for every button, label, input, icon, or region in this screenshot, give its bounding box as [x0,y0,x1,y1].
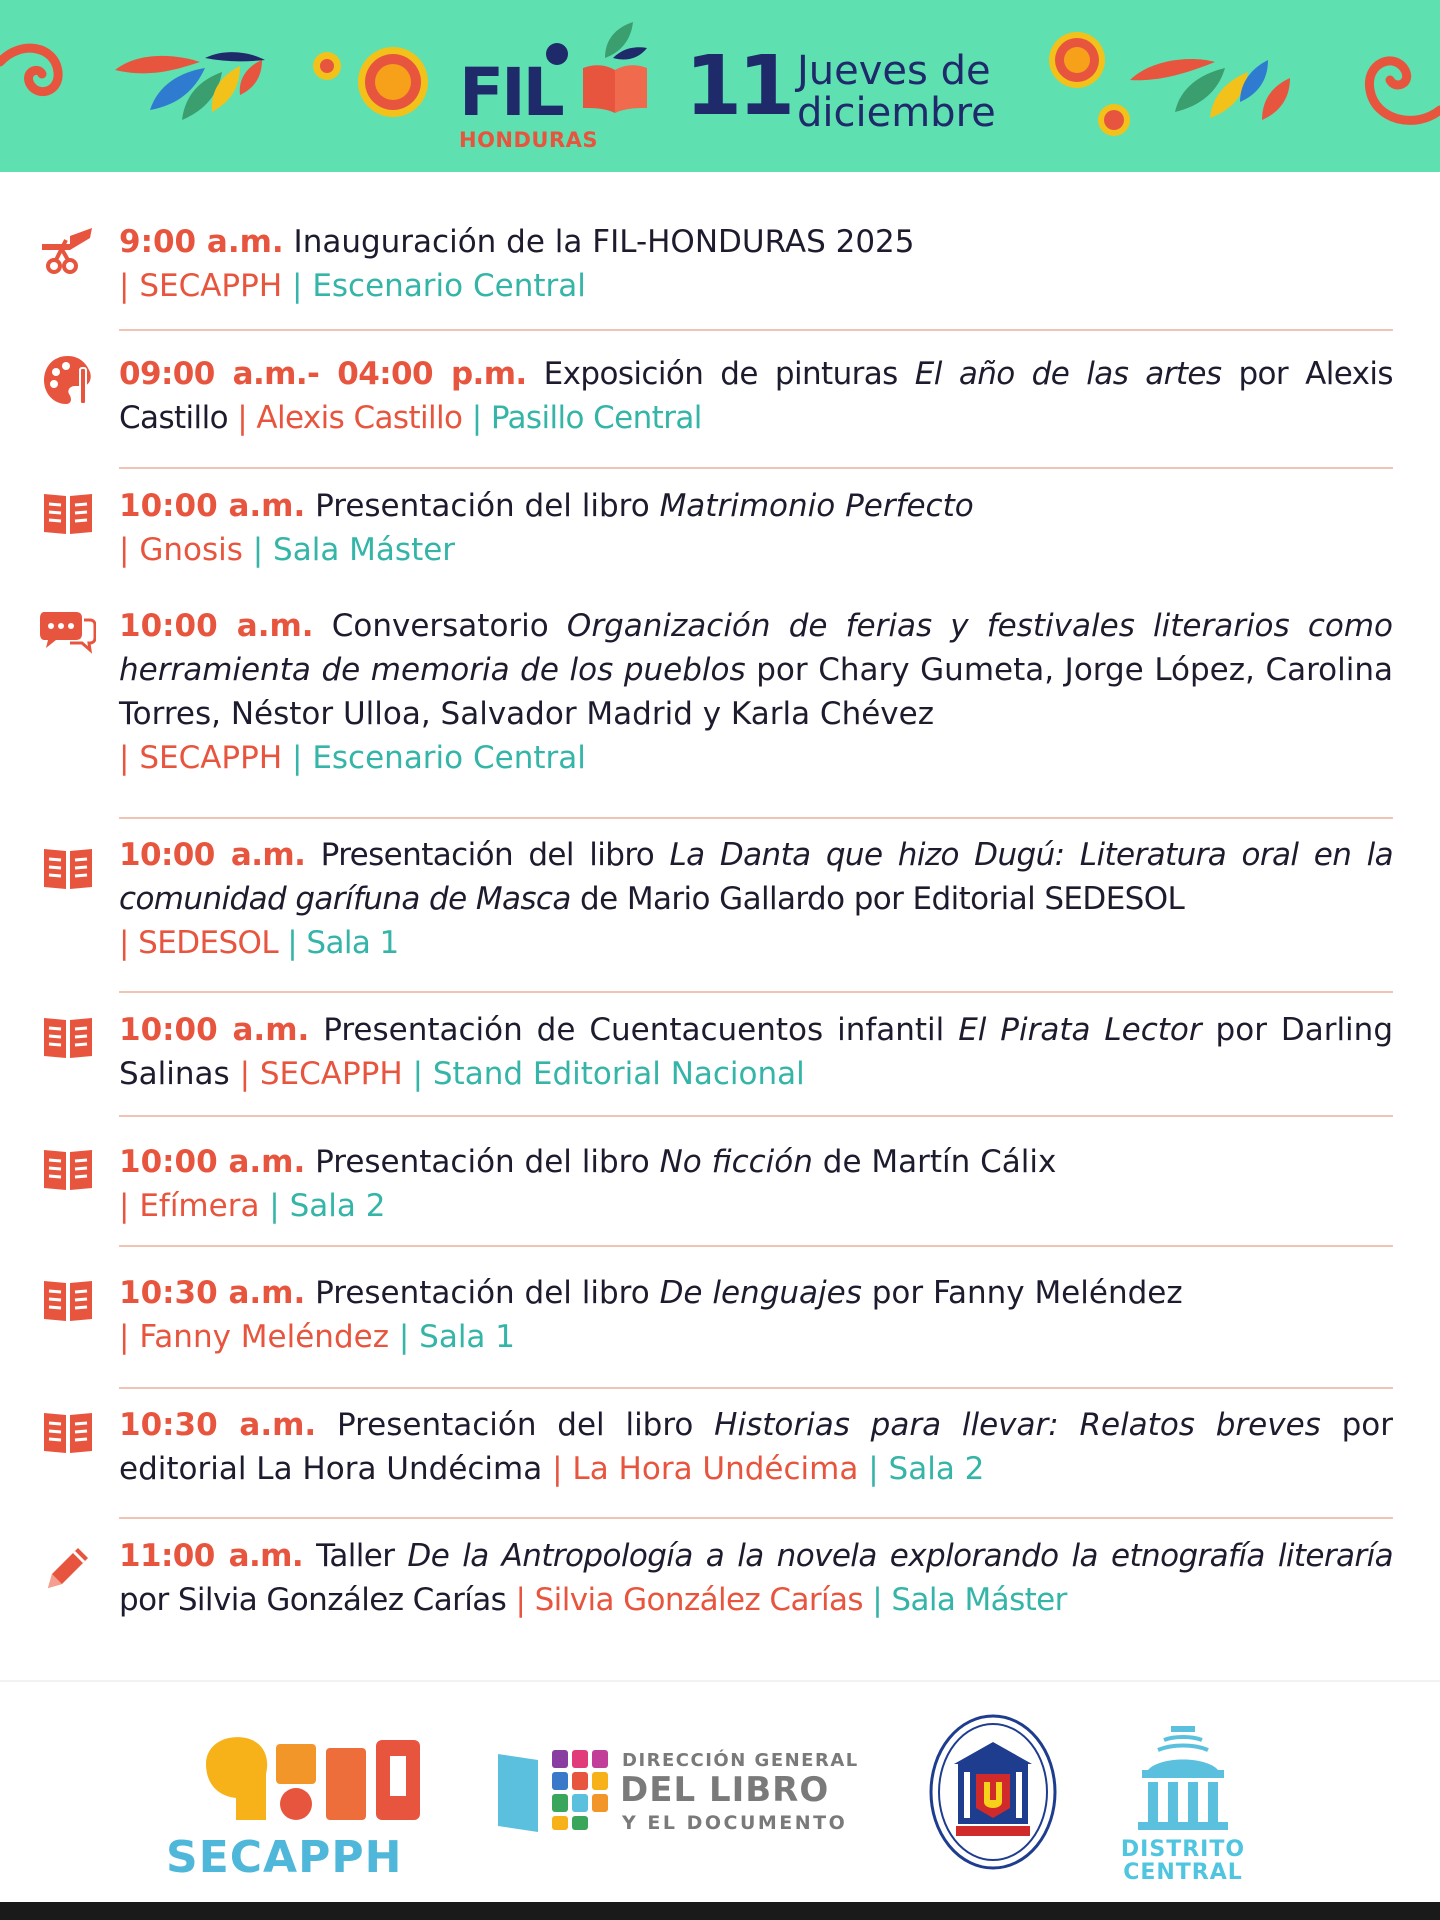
event-description: Conversatorio [331,608,549,644]
event-organizer: SEDESOL [138,925,278,961]
event-organizer: Gnosis [139,532,243,568]
paint-palette-icon [40,352,96,408]
divider [119,991,1393,993]
event-venue: Sala 2 [888,1451,985,1487]
open-book-icon [40,1008,96,1064]
event-description: Taller [316,1538,395,1574]
event-organizer: Alexis Castillo [256,400,463,436]
event-credits: por editorial La Hora Undécima [119,1407,1393,1487]
event-work-title: De la Antropología a la novela explorando la etnografía literaría [407,1538,1393,1574]
event-venue: Escenario Central [312,740,586,776]
event-credits: por Darling Salinas [119,1012,1393,1092]
event-organizer: Efímera [139,1188,260,1224]
event-organizer: La Hora Undécima [572,1451,859,1487]
event-organizer: Silvia González Carías [534,1582,863,1618]
event-description: Presentación del libro [315,1144,650,1180]
event-credits: de Martín Cálix [822,1144,1057,1180]
secapph-logo-text: SECAPPH [166,1832,403,1883]
event-venue: Sala 1 [306,925,399,961]
schedule-item-text: 9:00 a.m. Inauguración de la FIL-HONDURAS 2025 | SECAPPH | Escenario Central [119,224,915,304]
divider [119,1115,1393,1117]
direccion-libro-logo [498,1746,878,1846]
open-book-icon [40,1403,96,1459]
event-work-title: No ficción [659,1144,813,1180]
day-number: 11 [685,39,792,134]
distrito-central-logo [1108,1726,1258,1886]
pencil-icon [40,1540,96,1596]
event-time: 10:30 a.m. [119,1275,306,1311]
event-time: 10:00 a.m. [119,837,306,873]
event-description: Presentación del libro [320,837,655,873]
schedule-item-text: 10:30 a.m. Presentación del libro Historias para llevar: Relatos breves por editorial La Hora Undécima | La Hora Undécima | Sala 2 [119,1407,1393,1487]
event-work-title: El Pirata Lector [958,1012,1202,1048]
fil-honduras-logo [455,18,655,158]
event-organizer: SECAPPH [139,268,283,304]
event-work-title: El año de las artes [914,356,1222,392]
event-time: 10:30 a.m. [119,1407,317,1443]
event-work-title: De lenguajes [659,1275,862,1311]
open-book-icon [40,839,96,895]
chat-bubbles-icon [40,604,96,660]
event-venue: Sala 2 [289,1188,386,1224]
event-venue: Sala Máster [891,1582,1067,1618]
event-description: Presentación del libro [315,1275,650,1311]
event-time: 10:00 a.m. [119,608,314,644]
divider [119,329,1393,331]
event-venue: Sala Máster [273,532,456,568]
schedule-item-text: 10:00 a.m. Presentación de Cuentacuentos infantil El Pirata Lector por Darling Salinas | SECAPPH | Stand Editorial Nacional [119,1012,1393,1092]
distrito-central-text: DISTRITO CENTRAL [1120,1837,1246,1885]
fil-logo-text: FIL [459,54,562,131]
event-venue: Sala 1 [419,1319,516,1355]
event-time: 11:00 a.m. [119,1538,304,1574]
schedule-item-text: 09:00 a.m.- 04:00 p.m. Exposición de pinturas El año de las artes por Alexis Castillo | Alexis Castillo | Pasillo Central [119,356,1393,436]
schedule-item-text: 10:00 a.m. Conversatorio Organización de ferias y festivales literarios como herramienta de memoria de los pueblos por Chary Gumeta, Jorge López, Carolina Torres, Néstor Ulloa, Salvador Madrid y Karla Chévez | SECAPPH | Escenario Central [119,608,1394,776]
event-work-title: Matrimonio Perfecto [659,488,974,524]
dgl-line1: DIRECCIÓN GENERAL [622,1750,859,1771]
city-hall-icon [1108,1726,1258,1836]
header-banner [0,0,1440,172]
event-credits: por Fanny Meléndez [871,1275,1183,1311]
event-time: 10:00 a.m. [119,1144,306,1180]
secapph-logo [166,1734,446,1884]
event-time: 10:00 a.m. [119,488,306,524]
schedule-item-text: 10:30 a.m. Presentación del libro De lenguajes por Fanny Meléndez | Fanny Meléndez | Sala 1 [119,1275,1183,1355]
event-credits: por Chary Gumeta, Jorge López, Carolina Torres, Néstor Ulloa, Salvador Madrid y Karla Chévez [119,652,1394,732]
event-credits: de Mario Gallardo por Editorial SEDESOL [580,881,1185,917]
ribbon-cutting-icon [40,220,96,276]
honduras-logo-text: HONDURAS [459,128,599,152]
event-description: Presentación de Cuentacuentos infantil [323,1012,945,1048]
open-book-icon [40,484,96,540]
event-description: Presentación del libro [315,488,650,524]
bottom-bar [0,1902,1440,1920]
university-seal-icon [928,1712,1058,1872]
open-book-icon [40,1140,96,1196]
open-book-icon [40,1271,96,1327]
schedule-item-text: 10:00 a.m. Presentación del libro La Danta que hizo Dugú: Literatura oral en la comunidad garífuna de Masca de Mario Gallardo por Editorial SEDESOL | SEDESOL | Sala 1 [119,837,1393,961]
event-organizer: SECAPPH [259,1056,403,1092]
event-organizer: Fanny Meléndez [139,1319,389,1355]
book-tiles-icon [498,1746,613,1836]
event-credits: por Alexis Castillo [119,356,1393,436]
event-work-title: Historias para llevar: Relatos breves [714,1407,1321,1443]
dgl-line3: Y EL DOCUMENTO [622,1812,848,1834]
event-organizer: SECAPPH [139,740,283,776]
event-work-title: La Danta que hizo Dugú: Literatura oral en la comunidad garífuna de Masca [119,837,1393,917]
divider [119,817,1393,819]
secapph-symbol-icon [206,1734,426,1829]
day-text: Jueves de diciembre [797,48,996,136]
event-time: 9:00 a.m. [119,224,284,260]
divider [119,467,1393,469]
sponsor-footer [0,1680,1440,1902]
event-title: Inauguración de la FIL-HONDURAS 2025 [293,224,915,260]
event-venue: Stand Editorial Nacional [432,1056,805,1092]
divider [119,1517,1393,1519]
divider [119,1387,1393,1389]
divider [119,1245,1393,1247]
event-venue: Escenario Central [312,268,586,304]
event-work-title: Organización de ferias y festivales literarios como herramienta de memoria de los pueblos [119,608,1394,688]
event-credits: por Silvia González Carías [119,1582,507,1618]
event-time: 10:00 a.m. [119,1012,310,1048]
dgl-line2: DEL LIBRO [620,1770,830,1810]
schedule-item-text: 10:00 a.m. Presentación del libro No ficción de Martín Cálix | Efímera | Sala 2 [119,1144,1057,1224]
event-description: Presentación del libro [336,1407,694,1443]
event-time: 09:00 a.m.- 04:00 p.m. [119,356,527,392]
event-description: Exposición de pinturas [543,356,898,392]
event-venue: Pasillo Central [490,400,702,436]
schedule-item-text: 10:00 a.m. Presentación del libro Matrimonio Perfecto | Gnosis | Sala Máster [119,488,974,568]
schedule-item-text: 11:00 a.m. Taller De la Antropología a la novela explorando la etnografía literaría por Silvia González Carías | Silvia González Carías | Sala Máster [119,1538,1393,1618]
